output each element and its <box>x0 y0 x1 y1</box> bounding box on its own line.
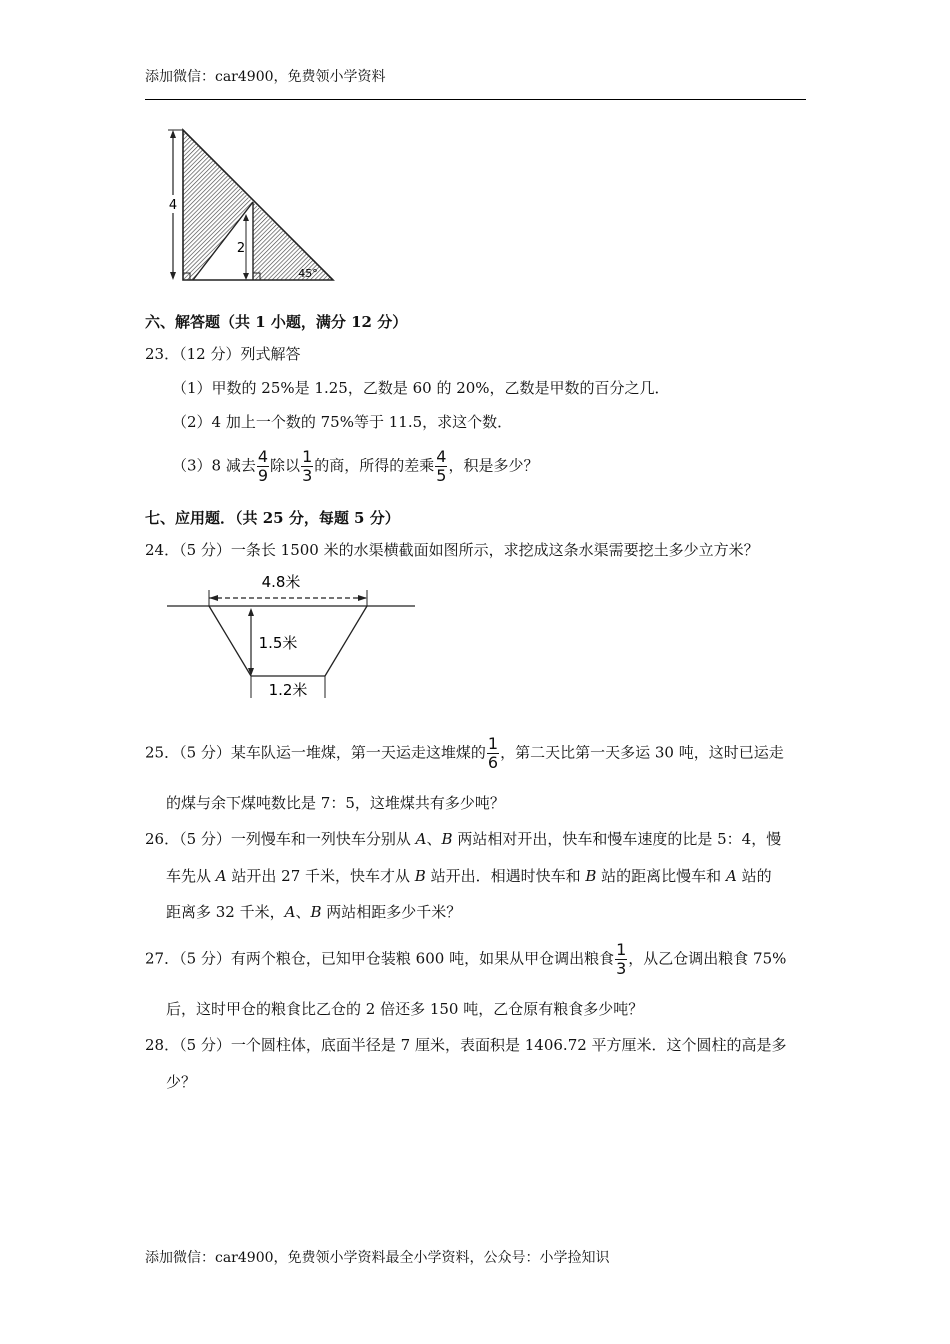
fraction-1-6: $\frac{1}{6}$ <box>487 734 499 772</box>
label-bottom-width: 1.2米 <box>268 681 308 699</box>
page-header: 添加微信：car4900，免费领小学资料 <box>145 69 386 85</box>
fraction-1-3: $\frac{1}{3}$ <box>302 447 313 485</box>
header-divider <box>145 99 806 100</box>
q23-part3: （3）8 减去 $\frac{4}{9}$ 除以 $\frac{1}{3}$ 的商，所得的差乘 $\frac{4}{5}$ ，积是多少？ <box>172 447 539 485</box>
section-6-title: 六、解答题（共 1 小题，满分 12 分） <box>145 313 408 331</box>
shaded-left-region <box>183 130 253 280</box>
q24-text: 24．（5 分）一条长 1500 米的水渠横截面如图所示，求挖成这条水渠需要挖土多少立方米？ <box>145 541 759 559</box>
label-height-4: 4 <box>168 198 178 213</box>
q27-line2: 后，这时甲仓的粮食比乙仓的 2 倍还多 150 吨，乙仓原有粮食多少吨？ <box>166 1000 644 1018</box>
q26-line2: 车先从 A 站开出 27 千米，快车才从 B 站开出．相遇时快车和 B 站的距离比慢车和 A 站的 <box>166 867 772 885</box>
q23-part1: （1）甲数的 25%是 1.25，乙数是 60 的 20%，乙数是甲数的百分之几． <box>172 379 670 397</box>
label-height-2: 2 <box>236 241 246 256</box>
page-footer: 添加微信：car4900，免费领小学资料最全小学资料，公众号：小学捡知识 <box>145 1250 610 1266</box>
label-top-width: 4.8米 <box>261 573 301 591</box>
q25-line1: 25．（5 分）某车队运一堆煤，第一天运走这堆煤的 $\frac{1}{6}$ ，第二天比第一天多运 30 吨，这时已运走 <box>145 734 784 772</box>
label-angle: 45° <box>298 267 318 280</box>
q23-part2: （2）4 加上一个数的 75%等于 11.5，求这个数． <box>172 413 513 431</box>
q28-line1: 28．（5 分）一个圆柱体，底面半径是 7 厘米，表面积是 1406.72 平方厘米．这个圆柱的高是多 <box>145 1036 787 1054</box>
section-7-title: 七、应用题．（共 25 分，每题 5 分） <box>145 509 400 527</box>
q27-line1: 27．（5 分）有两个粮仓，已知甲仓装粮 600 吨，如果从甲仓调出粮食 $\frac{1}{3}$ ，从乙仓调出粮食 75% <box>145 940 787 978</box>
fraction-4-9: $\frac{4}{9}$ <box>257 447 269 485</box>
fraction-4-5: $\frac{4}{5}$ <box>436 447 447 485</box>
q28-line2: 少？ <box>166 1073 197 1091</box>
q23-stem: 23．（12 分）列式解答 <box>145 345 301 363</box>
fraction-1-3b: $\frac{1}{3}$ <box>616 940 627 978</box>
q25-line2: 的煤与余下煤吨数比是 7：5，这堆煤共有多少吨？ <box>166 794 505 812</box>
q26-line1: 26．（5 分）一列慢车和一列快车分别从 A、B 两站相对开出，快车和慢车速度的比是 5：4，慢 <box>145 830 782 848</box>
label-depth: 1.5米 <box>258 634 298 652</box>
q26-line3: 距离多 32 千米，A、B 两站相距多少千米？ <box>166 903 462 921</box>
triangle-figure <box>160 120 345 290</box>
channel-figure <box>165 568 420 703</box>
